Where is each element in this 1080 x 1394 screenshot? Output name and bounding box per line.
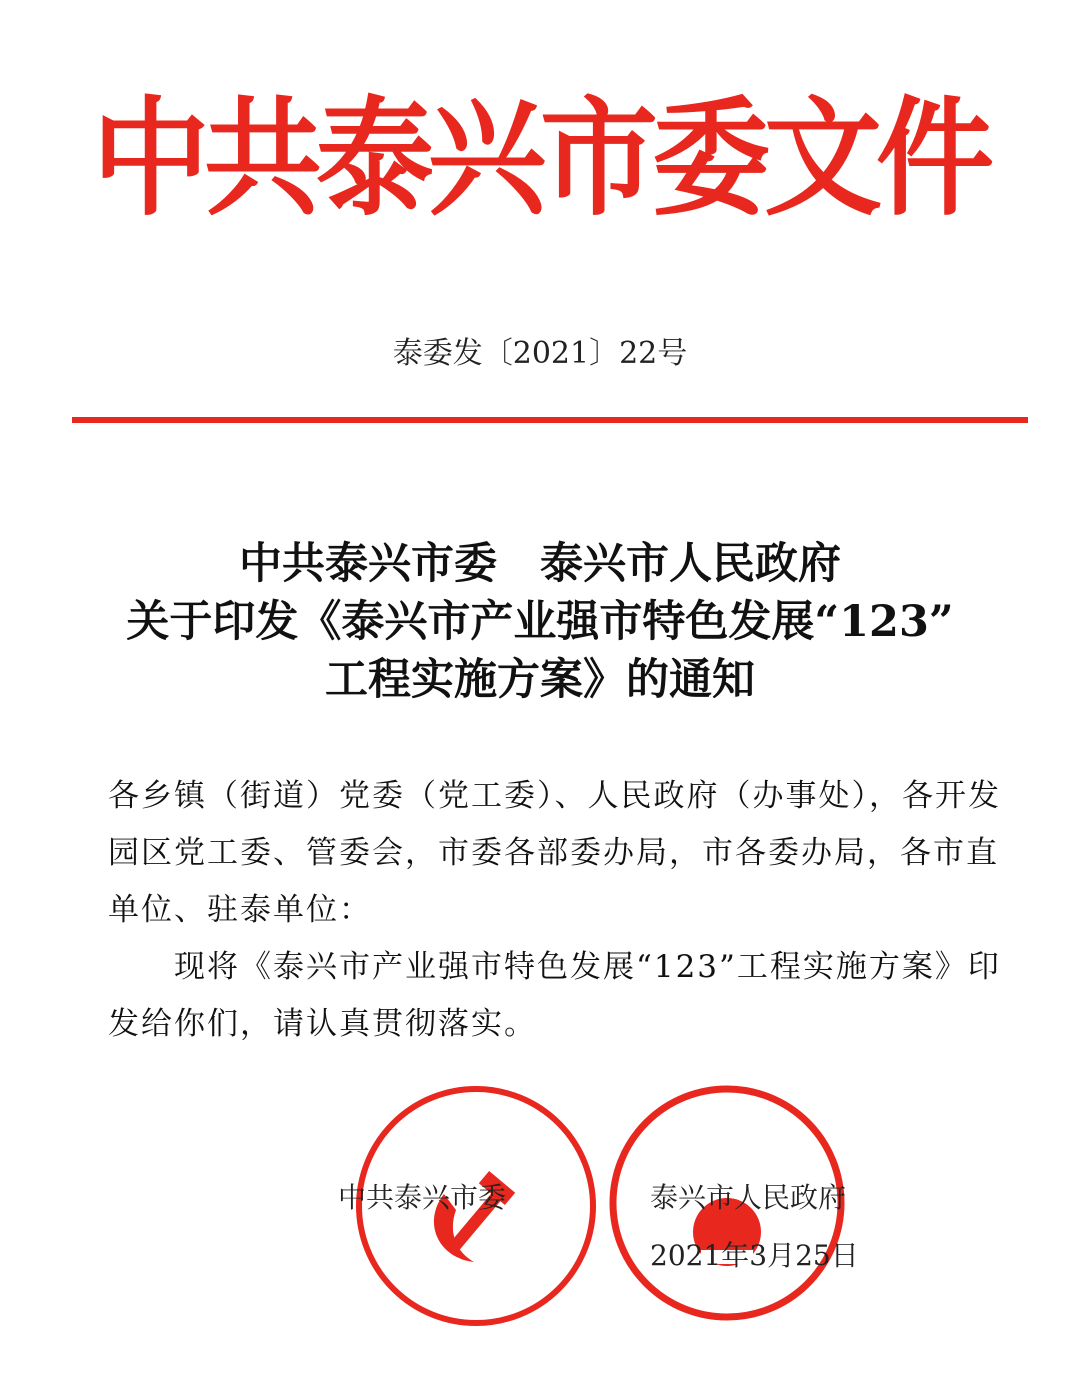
title-line-2: 关于印发《泰兴市产业强市特色发展“123” <box>126 597 954 647</box>
title-line-1: 中共泰兴市委 泰兴市人民政府 <box>239 539 841 589</box>
signature-government: 泰兴市人民政府 <box>650 1181 847 1214</box>
document-number: 泰委发〔2021〕22号 <box>392 336 688 371</box>
title-line-3: 工程实施方案》的通知 <box>325 655 755 705</box>
red-divider <box>72 417 1028 423</box>
body-paragraph: 现将《泰兴市产业强市特色发展“123”工程实施方案》印发给你们，请认真贯彻落实。 <box>108 949 1001 1042</box>
signature-date: 2021年3月25日 <box>650 1239 859 1272</box>
signature-party: 中共泰兴市委 <box>338 1181 507 1214</box>
addressees: 各乡镇（街道）党委（党工委）、人民政府（办事处），各开发园区党工委、管委会，市委各部委办局，市各委办局，各市直单位、驻泰单位： <box>108 778 1001 928</box>
masthead: 中共泰兴市委文件 <box>91 83 988 233</box>
